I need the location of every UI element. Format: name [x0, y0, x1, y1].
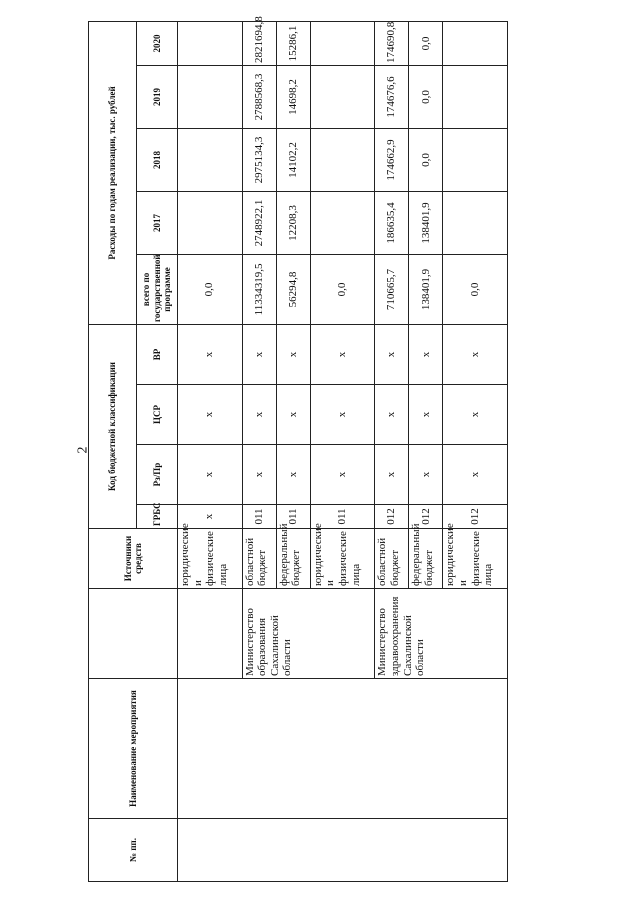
cell-2019	[443, 65, 508, 128]
page-number: 2	[75, 446, 91, 454]
cell-csr: х	[310, 385, 375, 445]
cell-executor: Министерство образования Сахалинской области	[242, 589, 375, 679]
cell-2018: 2975134,3	[242, 128, 276, 191]
cell-rzpr: х	[375, 445, 409, 505]
cell-2018	[443, 128, 508, 191]
header-name: Наименование мероприятия	[89, 679, 178, 819]
header-num: № пп.	[89, 819, 178, 882]
cell-rzpr: х	[443, 445, 508, 505]
cell-vr: х	[443, 324, 508, 384]
cell-2019: 174676,6	[375, 65, 409, 128]
header-source: Источники средств	[89, 529, 178, 589]
cell-source: областной бюджет	[242, 529, 276, 589]
header-rzpr: Рз/Пр	[137, 445, 178, 505]
cell-2019: 0,0	[409, 65, 443, 128]
cell-rzpr: х	[276, 445, 310, 505]
header-2020: 2020	[137, 21, 178, 65]
cell-2020: 2821694,8	[242, 21, 276, 65]
cell-csr: х	[375, 385, 409, 445]
cell-2019: 14698,2	[276, 65, 310, 128]
cell-vr: х	[375, 324, 409, 384]
cell-2020: 174690,8	[375, 21, 409, 65]
cell-2020: 15286,1	[276, 21, 310, 65]
cell-rzpr: х	[242, 445, 276, 505]
header-2018: 2018	[137, 128, 178, 191]
cell-2018	[178, 128, 243, 191]
table-row	[178, 21, 243, 881]
cell-2017	[178, 191, 243, 254]
cell-source: юридические и физические лица	[443, 529, 508, 589]
header-grbs: ГРБС	[137, 505, 178, 529]
cell-source: областной бюджет	[375, 529, 409, 589]
cell-total: 56294,8	[276, 254, 310, 324]
cell-num	[178, 819, 508, 882]
cell-2019	[178, 65, 243, 128]
cell-csr: х	[443, 385, 508, 445]
cell-name	[178, 679, 508, 819]
cell-2017	[310, 191, 375, 254]
cell-rzpr: х	[310, 445, 375, 505]
header-budget-code: Код бюджетной классификации	[89, 324, 137, 528]
cell-executor	[178, 589, 243, 679]
cell-csr: х	[178, 385, 243, 445]
header-csr: ЦСР	[137, 385, 178, 445]
header-2017: 2017	[137, 191, 178, 254]
cell-source: федеральный бюджет	[409, 529, 443, 589]
cell-2018: 174662,9	[375, 128, 409, 191]
cell-vr: х	[178, 324, 243, 384]
cell-grbs: 011	[276, 505, 310, 529]
cell-grbs: 012	[443, 505, 508, 529]
cell-total: 710665,7	[375, 254, 409, 324]
cell-vr: х	[409, 324, 443, 384]
cell-2017: 138401,9	[409, 191, 443, 254]
cell-2017: 12208,3	[276, 191, 310, 254]
cell-total: 138401,9	[409, 254, 443, 324]
cell-2017: 2748922,1	[242, 191, 276, 254]
cell-vr: х	[242, 324, 276, 384]
header-executor	[89, 589, 178, 679]
cell-grbs: х	[178, 505, 243, 529]
header-row-1	[89, 21, 137, 881]
cell-rzpr: х	[409, 445, 443, 505]
cell-csr: х	[409, 385, 443, 445]
budget-table	[88, 16, 508, 882]
cell-2019: 2788568,3	[242, 65, 276, 128]
cell-2019	[310, 65, 375, 128]
cell-grbs: 012	[409, 505, 443, 529]
cell-total: 0,0	[443, 254, 508, 324]
cell-2018: 0,0	[409, 128, 443, 191]
cell-total: 0,0	[310, 254, 375, 324]
cell-rzpr: х	[178, 445, 243, 505]
cell-2017: 186635,4	[375, 191, 409, 254]
cell-source: юридические и физические лица	[178, 529, 243, 589]
cell-grbs: 011	[242, 505, 276, 529]
cell-2017	[443, 191, 508, 254]
cell-csr: х	[242, 385, 276, 445]
cell-total: 11334319,5	[242, 254, 276, 324]
header-total: всего по государственной программе	[137, 254, 178, 324]
header-vr: ВР	[137, 324, 178, 384]
cell-grbs: 011	[310, 505, 375, 529]
cell-grbs: 012	[375, 505, 409, 529]
cell-2018: 14102,2	[276, 128, 310, 191]
header-expenses: Расходы по годам реализации, тыс. рублей	[89, 21, 137, 324]
rotated-table-container	[88, 16, 508, 882]
cell-2020: 0,0	[409, 21, 443, 65]
cell-executor: Министерство здравоохранения Сахалинской области	[375, 589, 508, 679]
cell-vr: х	[276, 324, 310, 384]
cell-vr: х	[310, 324, 375, 384]
header-2019: 2019	[137, 65, 178, 128]
cell-total: 0,0	[178, 254, 243, 324]
cell-source: федеральный бюджет	[276, 529, 310, 589]
cell-source: юридические и физические лица	[310, 529, 375, 589]
cell-csr: х	[276, 385, 310, 445]
cell-2020	[178, 21, 243, 65]
cell-2018	[310, 128, 375, 191]
cell-2020	[443, 21, 508, 65]
cell-2020	[310, 21, 375, 65]
